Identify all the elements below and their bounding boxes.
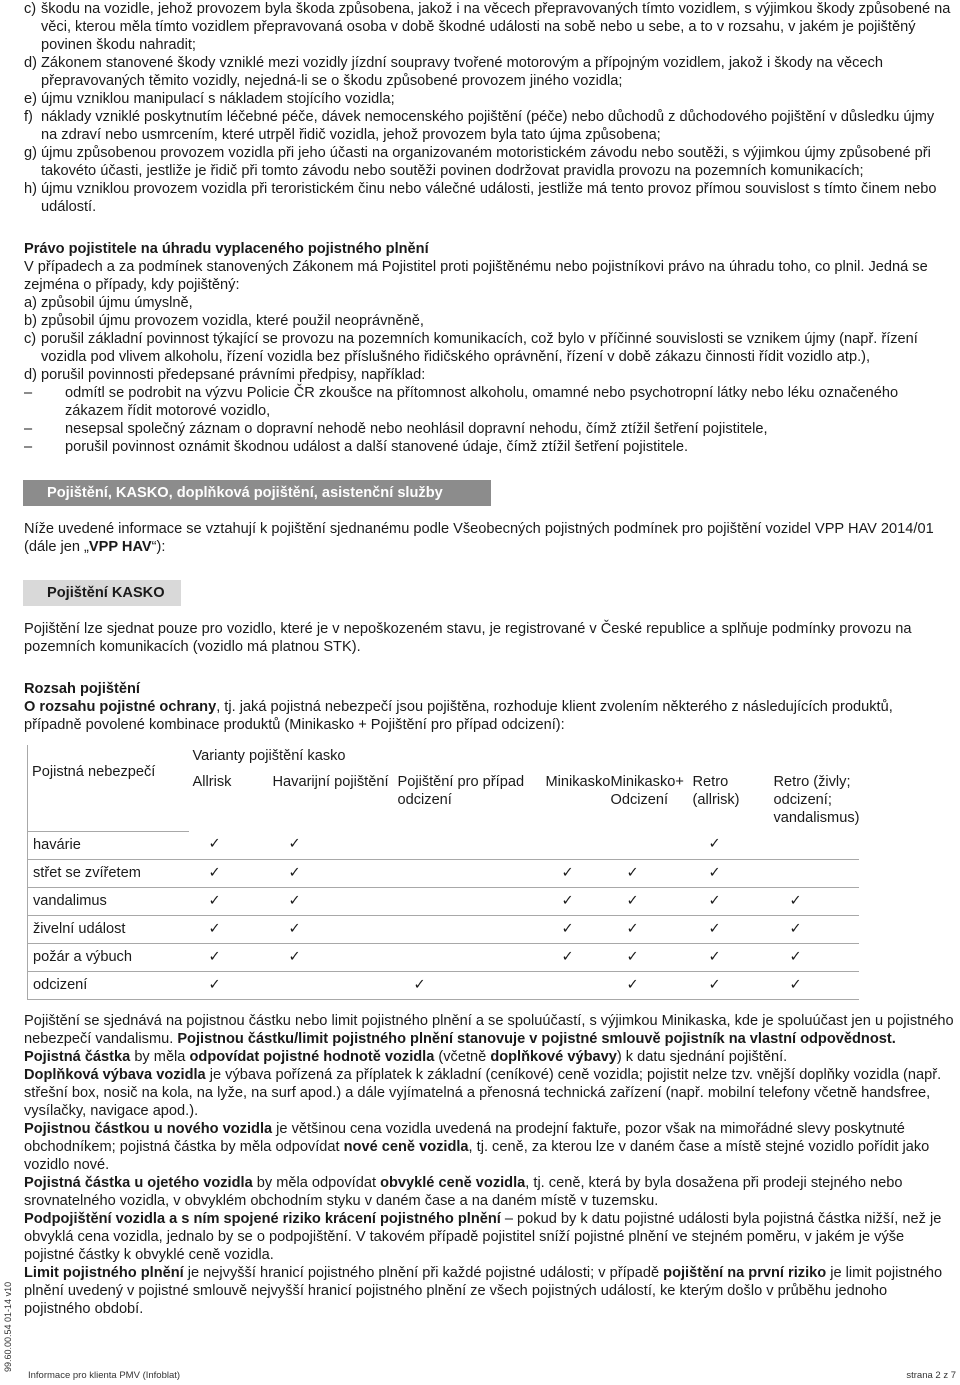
text-span: je limit pojistného plnění uvedený v pojistné smlouvě nejvyšší hranicí pojistného plnění ze všech pojistných událostí, ke kterým došlo v průběhu jednoho pojistného období. [24, 1264, 943, 1317]
table-group-header: Varianty pojištění kasko [192, 748, 346, 764]
kasko-intro: Pojištění lze sjednat pouze pro vozidlo, které je v nepoškozeném stavu, je registrované v České republice a splňuje podmínky provozu na pozemních komunikacích (vozidlo má platnou STK). [24, 621, 912, 655]
list-marker: c) [24, 1, 37, 17]
text-span: je většinou cena vozidla uvedená na prodejní faktuře, pozor však na mimořádné slevy poskytnuté obchodníkem; pojistná částka by měla odpovídat [24, 1120, 905, 1155]
footer-page-number: strana 2 z 7 [906, 1370, 956, 1381]
list-marker: d) [24, 55, 37, 71]
term-first-risk: pojištění na první riziko [663, 1264, 827, 1281]
check-mark-icon: ✓ [770, 943, 859, 971]
vpp-note [24, 520, 954, 556]
list-marker: – [24, 439, 33, 455]
empty-cell [770, 831, 859, 859]
list-text: způsobil újmu provozem vozidla, které použil neoprávněně, [41, 313, 424, 329]
check-mark-icon: ✓ [689, 915, 770, 943]
para-used-vehicle [24, 1174, 954, 1210]
term-equipment: Doplňková výbava vozidla [24, 1066, 206, 1083]
list-item [24, 144, 954, 180]
check-mark-icon: ✓ [689, 971, 770, 999]
para-equipment [24, 1066, 954, 1120]
text-span: , tj. ceně, která by byla dosažena při prodeji stejného nebo srovnatelného vozidla, v obvyklém obchodním styku v daném čase a na daném místě v tuzemsku. [24, 1174, 903, 1209]
list-marker: f) [24, 109, 33, 125]
check-mark-icon: ✓ [269, 831, 394, 859]
text-span: – pokud by k datu pojistné události byla pojistná částka nižší, než je obvyklá cena vozidla, jednalo by se o podpojištění. V takovém případě pojistitel sníží pojistné plnění ve stejném poměru, v jakém je výše pojistné částky k obvyklé ceně vozidla. [24, 1210, 942, 1263]
footer-title: Informace pro klienta PMV (Infoblat) [28, 1370, 181, 1381]
check-mark-icon: ✓ [189, 831, 269, 859]
list-item [24, 0, 954, 54]
scope-heading: Rozsah pojištění [24, 681, 140, 697]
svg-text:99.60.00.54 01-14 v10: 99.60.00.54 01-14 v10 [3, 1281, 13, 1372]
risk-name: vandalimus [28, 887, 189, 915]
table-column-header: Pojištění pro případ odcizení [397, 774, 525, 808]
exclusions-list [24, 0, 954, 216]
recourse-dash-list [24, 384, 954, 456]
list-text: odmítl se podrobit na výzvu Policie ČR zkoušce na přítomnost alkoholu, omamné nebo psychotropní látky nebo léku označeného zákazem řídit motorové vozidlo, [65, 385, 899, 419]
list-text: újmu vzniklou provozem vozidla při teroristickém činu nebo válečné události, jestliže má tento provoz přímou souvislost s tímto činem nebo událostí. [41, 181, 937, 215]
list-text: porušil povinnost oznámit škodnou událost a další stanovené údaje, čímž ztížil šetření pojistitele. [65, 439, 689, 455]
list-item [24, 312, 954, 330]
check-mark-icon: ✓ [269, 943, 394, 971]
text-span: je výbava pořízená za příplatek k základní (ceníkové) ceně vozidla; pojistit nelze tzv. vnější doplňky vozidla (např. střešní box, nosič na kola, na lyže, na surf apod.) a dále vyjímatelná a přenosná technická zařízení (např. mobilní telefony včetně handsfree, vysílačky, navigace apod.). [24, 1066, 942, 1119]
text-span: by měla [130, 1048, 190, 1065]
risk-name: požár a výbuch [28, 943, 189, 971]
list-text: Zákonem stanovené škody vzniklé mezi vozidly jízdní soupravy tvořené motorovým a přípojným vozidlem, jakož i škody na věcech přepravovaných těmito vozidly, nejedná-li se o škodu způsobené provozem jiného vozidla; [41, 55, 883, 89]
coverage-table [27, 745, 859, 1000]
check-mark-icon: ✓ [689, 887, 770, 915]
check-mark-icon: ✓ [542, 915, 607, 943]
vpp-note-text: Níže uvedené informace se vztahují k pojištění sjednanému podle Všeobecných pojistných podmínek pro pojištění vozidel VPP HAV 2014/01 (dále jen „ [24, 521, 934, 555]
list-text: újmu způsobenou provozem vozidla při jeho účasti na organizovaném motoristickém závodu nebo soutěži, s výjimkou újmy způsobené při takovéto účasti, jestliže je řidič při tomto závodu nebo soutěži povinen dodržovat pravidla provozu na pozemních komunikacích; [41, 145, 931, 179]
list-item [24, 108, 954, 144]
vpp-note-end: “): [151, 539, 166, 555]
list-marker: e) [24, 91, 37, 107]
term-insured-sum: Pojistná částka [24, 1048, 131, 1065]
check-mark-icon: ✓ [607, 971, 689, 999]
text-span: je nejvyšší hranicí pojistného plnění při každé pojistné události; v případě [183, 1264, 664, 1281]
check-mark-icon: ✓ [189, 943, 269, 971]
empty-cell [394, 831, 542, 859]
check-mark-icon: ✓ [269, 859, 394, 887]
recourse-list [24, 294, 954, 384]
list-marker: g) [24, 145, 37, 161]
list-marker: – [24, 385, 33, 401]
table-column-header: Havarijní pojištění [272, 774, 389, 790]
list-item [24, 180, 954, 216]
document-body [24, 0, 954, 1318]
dash-item [24, 420, 954, 438]
risk-name: živelní událost [28, 915, 189, 943]
check-mark-icon: ✓ [607, 943, 689, 971]
scope-bold: O rozsahu pojistné ochrany [24, 699, 217, 715]
para-sum-limit [24, 1012, 954, 1048]
kasko-heading: Pojištění KASKO [23, 580, 181, 606]
text-span: (včetně [434, 1048, 491, 1065]
text-span: , tj. ceně, za kterou lze v daném čase a místě stejné vozidlo pořídit jako vozidlo nové. [24, 1138, 930, 1173]
list-item [24, 294, 954, 312]
recourse-heading: Právo pojistitele na úhradu vyplaceného pojistného plnění [24, 241, 429, 257]
empty-cell [542, 831, 607, 859]
dash-item [24, 384, 954, 420]
term-insured-value: odpovídat pojistné hodnotě vozidla [189, 1048, 435, 1065]
list-marker: b) [24, 313, 37, 329]
check-mark-icon: ✓ [542, 943, 607, 971]
table-column-header: Retro (živly; odcizení; vandalismus) [773, 774, 860, 826]
table-risk-header: Pojistná nebezpečí [28, 745, 189, 831]
table-column-header: Minikasko+ Odcizení [610, 774, 684, 808]
scope-rest: , tj. jaká pojistná nebezpečí jsou pojištěna, rozhoduje klient zvolením některého z následujících produktů, případně povolené kombinace produktů (Minikasko + Pojištění pro případ odcizení): [24, 699, 893, 733]
table-row [28, 915, 859, 943]
empty-cell [394, 859, 542, 887]
table-row [28, 971, 859, 999]
check-mark-icon: ✓ [189, 971, 269, 999]
check-mark-icon: ✓ [607, 915, 689, 943]
check-mark-icon: ✓ [394, 971, 542, 999]
empty-cell [394, 887, 542, 915]
empty-cell [607, 831, 689, 859]
para-underinsurance [24, 1210, 954, 1264]
check-mark-icon: ✓ [542, 859, 607, 887]
para-sum-limit-text: Pojištění se sjednává na pojistnou částku nebo limit pojistného plnění a se spoluúčastí, s výjimkou Minikaska, kde je spoluúčast jen u pojistného nebezpečí vandalismu. [24, 1012, 954, 1047]
check-mark-icon: ✓ [689, 943, 770, 971]
table-column-header: Retro (allrisk) [692, 774, 740, 808]
check-mark-icon: ✓ [607, 859, 689, 887]
list-text: nesepsal společný záznam o dopravní nehodě nebo neohlásil dopravní nehodu, čímž ztížil šetření pojistitele, [65, 421, 768, 437]
text-span: by měla odpovídat [252, 1174, 381, 1191]
empty-cell [542, 971, 607, 999]
check-mark-icon: ✓ [189, 915, 269, 943]
list-text: porušil povinnosti předepsané právními předpisy, například: [41, 367, 426, 383]
check-mark-icon: ✓ [770, 887, 859, 915]
risk-name: střet se zvířetem [28, 859, 189, 887]
list-item [24, 330, 954, 366]
risk-name: havárie [28, 831, 189, 859]
scope-section [24, 680, 954, 734]
empty-cell [770, 859, 859, 887]
dash-item [24, 438, 954, 456]
scope-text [24, 698, 954, 734]
empty-cell [394, 915, 542, 943]
side-document-code [2, 1214, 14, 1374]
term-extra-equipment: doplňkové výbavy [490, 1048, 617, 1065]
list-marker: d) [24, 367, 37, 383]
list-marker: h) [24, 181, 37, 197]
table-row [28, 887, 859, 915]
section-band-insurance: Pojištění, KASKO, doplňková pojištění, asistenční služby [23, 480, 491, 506]
list-marker: a) [24, 295, 37, 311]
para-new-vehicle [24, 1120, 954, 1174]
list-item [24, 54, 954, 90]
empty-cell [394, 943, 542, 971]
term-new-vehicle: Pojistnou částkou u nového vozidla [24, 1120, 273, 1137]
term-limit: Limit pojistného plnění [24, 1264, 184, 1281]
list-text: náklady vzniklé poskytnutím léčebné péče, dávek nemocenského pojištění (péče) nebo důchodů z důchodového pojištění v důsledku újmy na zdraví nebo usmrcením, které utrpěl řidič vozidla, jehož provozem byla tato újma způsobena; [41, 109, 935, 143]
list-marker: c) [24, 331, 37, 347]
check-mark-icon: ✓ [607, 887, 689, 915]
list-text: škodu na vozidle, jehož provozem byla škoda způsobena, jakož i na věcech přepravovaných tímto vozidlem, s výjimkou škody způsobené na věci, kterou měla tímto vozidlem přepravovaná osoba v době škodné události na sobě nebo u sebe, a to v rozsahu, v jakém je pojištěný povinen škodu nahradit; [41, 1, 951, 53]
table-row [28, 831, 859, 859]
check-mark-icon: ✓ [189, 859, 269, 887]
table-row [28, 943, 859, 971]
check-mark-icon: ✓ [542, 887, 607, 915]
list-item [24, 90, 954, 108]
check-mark-icon: ✓ [770, 915, 859, 943]
para-limit [24, 1264, 954, 1318]
table-column-header: Allrisk [192, 774, 232, 790]
check-mark-icon: ✓ [269, 915, 394, 943]
table-row [28, 859, 859, 887]
risk-name: odcizení [28, 971, 189, 999]
recourse-section [24, 240, 954, 456]
empty-cell [269, 971, 394, 999]
list-text: újmu vzniklou manipulací s nákladem stojícího vozidla; [41, 91, 395, 107]
term-new-price: nové ceně vozidla [343, 1138, 469, 1155]
list-text: způsobil újmu úmyslně, [41, 295, 193, 311]
check-mark-icon: ✓ [269, 887, 394, 915]
term-used-vehicle: Pojistná částka u ojetého vozidla [24, 1174, 253, 1191]
vpp-abbrev: VPP HAV [88, 539, 152, 555]
term-usual-price: obvyklé ceně vozidla [380, 1174, 526, 1191]
para-sum-limit-bold: Pojistnou částku/limit pojistného plnění stanovuje v pojistné smlouvě pojistník na vlastní odpovědnost. [177, 1030, 896, 1047]
list-item [24, 366, 954, 384]
term-underinsurance: Podpojištění vozidla a s ním spojené riziko krácení pojistného plnění [24, 1210, 501, 1227]
list-marker: – [24, 421, 33, 437]
check-mark-icon: ✓ [189, 887, 269, 915]
table-column-header: Minikasko [545, 774, 611, 790]
check-mark-icon: ✓ [689, 859, 770, 887]
para-insured-value [24, 1048, 954, 1066]
text-span: ) k datu sjednání pojištění. [616, 1048, 788, 1065]
list-text: porušil základní povinnost týkající se provozu na pozemních komunikacích, což bylo v příčinné souvislosti se vznikem újmy (např. řízení vozidla pod vlivem alkoholu, řízení vozidla bez příslušného řidičského oprávnění, řízení v době zákazu činnosti řídit vozidlo atp.), [41, 331, 918, 365]
recourse-intro: V případech a za podmínek stanovených Zákonem má Pojistitel proti pojištěnému nebo pojistníkovi právo na úhradu toho, co plnil. Jedná se zejména o případy, kdy pojištěný: [24, 259, 928, 293]
check-mark-icon: ✓ [689, 831, 770, 859]
check-mark-icon: ✓ [770, 971, 859, 999]
